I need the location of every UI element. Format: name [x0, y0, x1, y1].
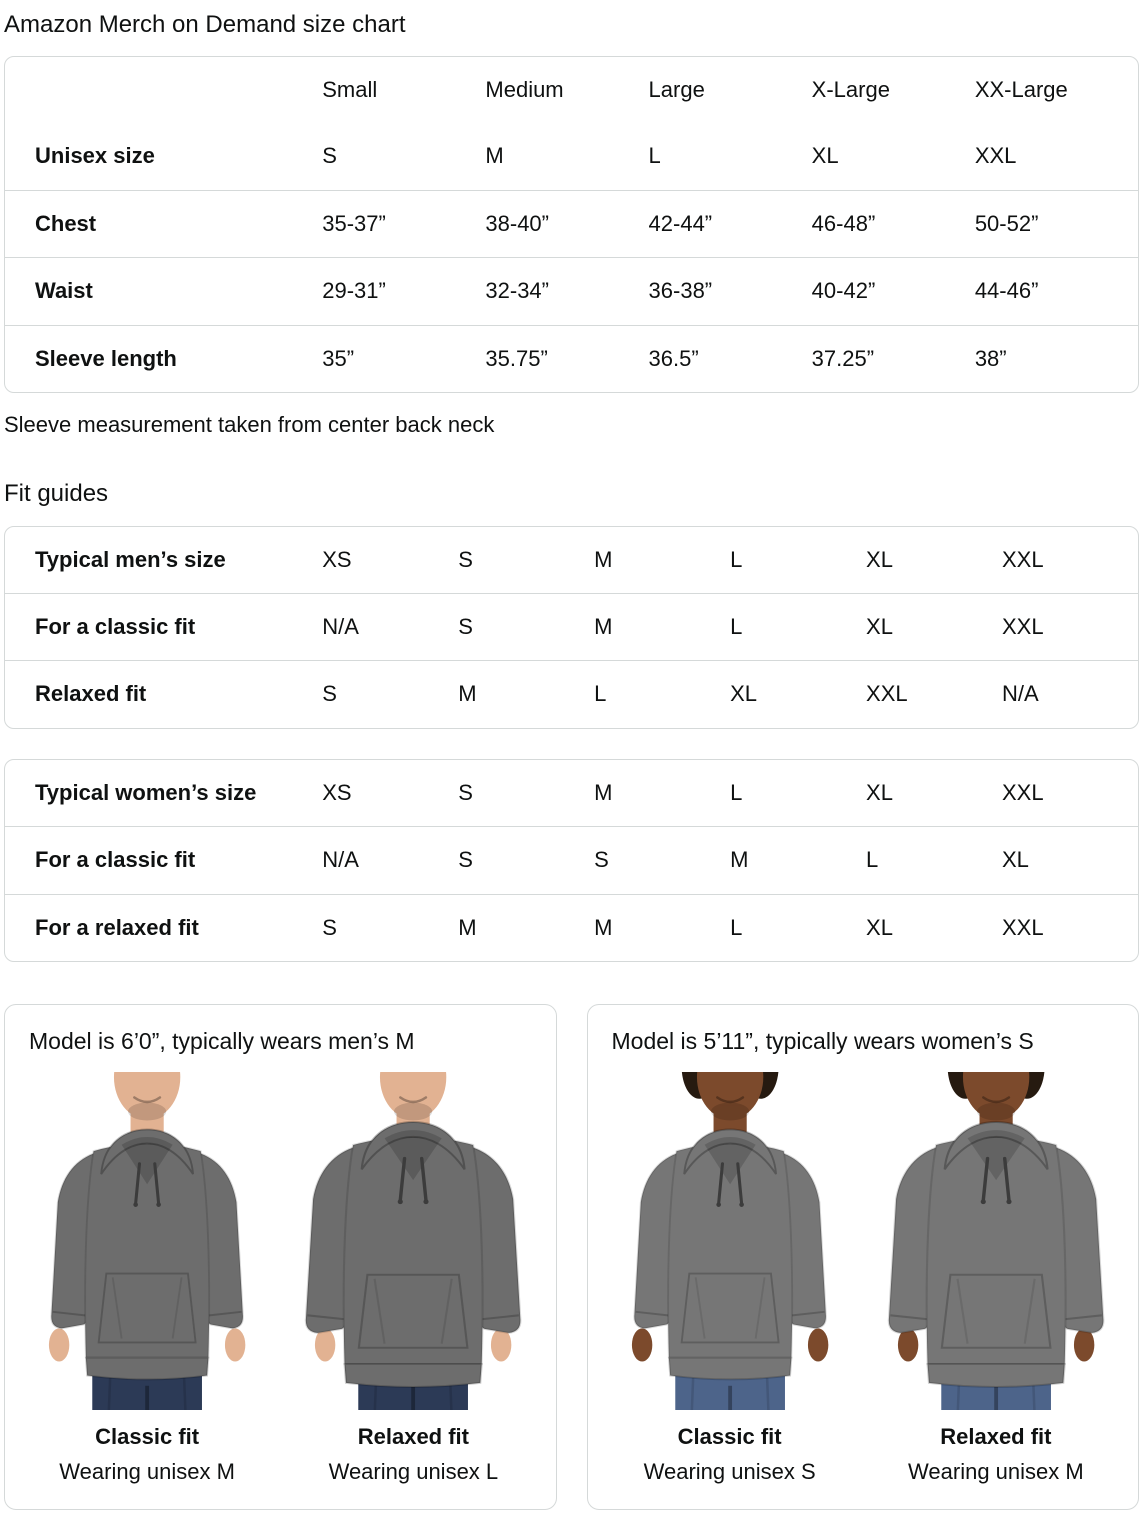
cell: 50-52” [975, 190, 1138, 257]
row-label: For a relaxed fit [5, 894, 322, 961]
table-row-typical-womens-size [5, 760, 1138, 826]
mens-fit-guide-table [4, 526, 1139, 729]
table-row-womens-relaxed-fit [5, 894, 1138, 961]
cell: L [730, 779, 743, 805]
table-row-chest [5, 190, 1138, 257]
cell: 37.25” [812, 325, 975, 392]
figures-row [17, 1072, 544, 1485]
cell: 36.5” [649, 325, 812, 392]
cell: XXL [1002, 779, 1044, 805]
fit-label: Relaxed fit [940, 1423, 1052, 1449]
cell: 35-37” [322, 190, 485, 257]
column-header-x-large: X-Large [811, 77, 890, 102]
table-row-mens-classic-fit [5, 593, 1138, 660]
size-chart-header-row [5, 57, 1138, 123]
figure-caption [600, 1424, 860, 1485]
hoodie-model-illustration [17, 1072, 277, 1410]
cell: XS [322, 779, 352, 805]
table-row-waist [5, 257, 1138, 324]
column-header-blank [5, 57, 322, 123]
model-figure-relaxed [283, 1072, 543, 1485]
figure-caption [17, 1424, 277, 1485]
cell: 40-42” [812, 257, 975, 324]
cell: M [730, 826, 866, 893]
cell: S [322, 143, 337, 169]
wearing-label: Wearing unisex L [328, 1458, 499, 1484]
cell: N/A [1002, 660, 1138, 727]
cell: 32-34” [485, 257, 648, 324]
cell: M [594, 593, 730, 660]
model-card-heading: Model is 6’0”, typically wears men’s M [29, 1027, 415, 1054]
cell: XL [1002, 826, 1138, 893]
column-header-xx-large: XX-Large [974, 77, 1068, 102]
cell: XL [866, 779, 893, 805]
model-card-heading: Model is 5’11”, typically wears women’s S [611, 1027, 1034, 1054]
cell: 35.75” [485, 325, 648, 392]
cell: S [458, 546, 473, 572]
cell: S [322, 894, 458, 961]
cell: S [594, 826, 730, 893]
cell: 46-48” [812, 190, 975, 257]
wearing-label: Wearing unisex S [643, 1458, 816, 1484]
page-title: Amazon Merch on Demand size chart [4, 11, 406, 38]
cell: M [594, 546, 613, 572]
cell: 38” [975, 325, 1138, 392]
figures-row [600, 1072, 1127, 1485]
cell: 29-31” [322, 257, 485, 324]
model-card-men [4, 1004, 557, 1510]
model-card-women [587, 1004, 1140, 1510]
table-row-womens-classic-fit [5, 826, 1138, 893]
row-label: Chest [5, 190, 322, 257]
fit-label: Classic fit [677, 1423, 782, 1449]
table-row-typical-mens-size [5, 527, 1138, 593]
cell: L [730, 894, 866, 961]
table-row-mens-relaxed-fit [5, 660, 1138, 727]
wearing-label: Wearing unisex M [908, 1458, 1084, 1484]
cell: XL [730, 660, 866, 727]
cell: XL [811, 143, 839, 169]
cell: XXL [1002, 546, 1044, 572]
cell: XL [866, 894, 1002, 961]
row-label: Relaxed fit [5, 660, 322, 727]
womens-fit-guide-table [4, 759, 1139, 962]
hoodie-model-illustration [600, 1072, 860, 1410]
cell: S [458, 826, 594, 893]
cell: XXL [974, 143, 1017, 169]
row-label: Sleeve length [5, 325, 322, 392]
cell: 44-46” [975, 257, 1138, 324]
column-header-small: Small [322, 77, 378, 102]
cell: N/A [322, 593, 458, 660]
cell: M [485, 143, 504, 169]
model-figure-classic [600, 1072, 860, 1485]
fit-label: Classic fit [95, 1423, 200, 1449]
cell: N/A [322, 826, 458, 893]
cell: XXL [1002, 894, 1138, 961]
sleeve-measurement-note: Sleeve measurement taken from center back neck [4, 411, 495, 437]
hoodie-model-illustration [866, 1072, 1126, 1410]
size-chart-table [4, 56, 1139, 393]
cell: L [730, 546, 743, 572]
row-label: For a classic fit [5, 593, 322, 660]
fit-guides-title: Fit guides [4, 479, 109, 507]
row-label: Waist [5, 257, 322, 324]
cell: L [730, 593, 866, 660]
row-label: Unisex size [35, 143, 155, 169]
cell: S [322, 660, 458, 727]
hoodie-model-illustration [283, 1072, 543, 1410]
figure-caption [866, 1424, 1126, 1485]
row-label: For a classic fit [5, 826, 322, 893]
cell: M [594, 894, 730, 961]
cell: 42-44” [649, 190, 812, 257]
cell: XL [866, 593, 1002, 660]
cell: M [458, 660, 594, 727]
cell: L [866, 826, 1002, 893]
cell: XXL [1002, 593, 1138, 660]
cell: XXL [866, 660, 1002, 727]
cell: 35” [322, 325, 485, 392]
cell: L [594, 660, 730, 727]
cell: 38-40” [485, 190, 648, 257]
fit-label: Relaxed fit [357, 1423, 469, 1449]
figure-caption [283, 1424, 543, 1485]
model-figure-relaxed [866, 1072, 1126, 1485]
column-header-large: Large [648, 77, 705, 102]
cell: S [458, 593, 594, 660]
cell: M [594, 779, 613, 805]
column-header-medium: Medium [485, 77, 564, 102]
cell: XS [322, 546, 352, 572]
table-row-unisex-size [5, 123, 1138, 189]
wearing-label: Wearing unisex M [59, 1458, 235, 1484]
row-label: Typical men’s size [35, 546, 226, 572]
model-figure-classic [17, 1072, 277, 1485]
model-cards [4, 1004, 1139, 1510]
cell: S [458, 779, 473, 805]
cell: M [458, 894, 594, 961]
cell: 36-38” [649, 257, 812, 324]
cell: XL [866, 546, 893, 572]
cell: L [648, 143, 661, 169]
table-row-sleeve-length [5, 325, 1138, 392]
row-label: Typical women’s size [35, 779, 257, 805]
